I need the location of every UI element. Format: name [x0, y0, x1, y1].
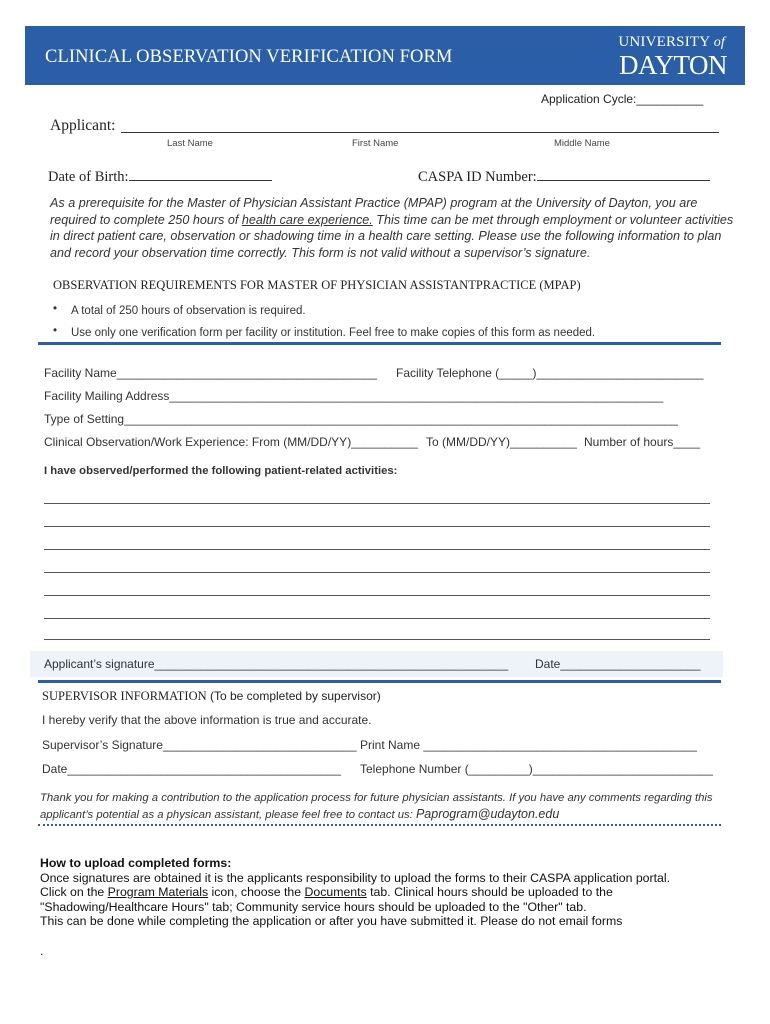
bullet-icon: •	[53, 325, 58, 337]
number-of-hours-field[interactable]: Number of hours____	[584, 435, 701, 449]
experience-to-field[interactable]: To (MM/DD/YY)__________	[426, 435, 577, 449]
applicant-label: Applicant:	[50, 117, 116, 134]
facility-telephone-field[interactable]: Facility Telephone (_____)_________________________	[396, 366, 704, 380]
upload-instructions-title: How to upload completed forms:	[40, 856, 232, 870]
activity-line[interactable]	[44, 503, 710, 504]
form-header	[25, 26, 745, 85]
thank-you-note: Thank you for making a contribution to the application process for future physician assistants. If you have any comments regarding this applicant’s potential as a physican assistant, please feel free to contact us: Paprogram@udayton.edu	[40, 792, 713, 821]
date-of-birth-field[interactable]: Date of Birth:	[48, 169, 272, 186]
verification-statement: I hereby verify that the above information is true and accurate.	[42, 713, 372, 727]
activity-line[interactable]	[44, 572, 710, 573]
activity-line[interactable]	[44, 526, 710, 527]
supervisor-date-field[interactable]: Date_________________________________________	[42, 762, 341, 776]
activity-line[interactable]	[44, 549, 710, 550]
first-name-caption: First Name	[352, 138, 399, 149]
university-logo: UNIVERSITY of DAYTON	[618, 34, 727, 80]
intro-paragraph: As a prerequisite for the Master of Physician Assistant Practice (MPAP) program at the University of Dayton, you are required to complete 250 hours of health care experience. This time can be met through employment or volunteer activities in direct patient care, observation or shadowing time in a health care setting. Please use the following information to plan and record your observation time correctly. This form is not valid without a supervisor’s signature.	[50, 196, 734, 260]
documents-text: Documents	[304, 885, 367, 900]
applicant-signature-date-field[interactable]: Date_____________________	[535, 657, 701, 671]
type-of-setting-field[interactable]: Type of Setting___________________________________________________________________________________	[44, 412, 678, 426]
contact-email[interactable]: Paprogram@udayton.edu	[415, 807, 560, 821]
bullet-icon: •	[53, 303, 58, 315]
caspa-id-field[interactable]: CASPA ID Number:	[418, 169, 710, 186]
activity-line[interactable]	[44, 639, 710, 640]
print-name-field[interactable]: Print Name _________________________________________	[360, 738, 697, 752]
last-name-caption: Last Name	[167, 138, 213, 149]
facility-mailing-address-field[interactable]: Facility Mailing Address__________________________________________________________________________	[44, 389, 664, 403]
supervisor-signature-field[interactable]: Supervisor’s Signature_____________________________	[42, 738, 357, 752]
applicant-name-line[interactable]	[121, 132, 719, 133]
activity-line[interactable]	[44, 618, 710, 619]
dotted-divider	[38, 824, 721, 826]
supervisor-heading: SUPERVISOR INFORMATION (To be completed by supervisor)	[42, 689, 381, 703]
health-care-experience-text: health care experience.	[241, 212, 373, 227]
section-divider	[38, 680, 721, 683]
experience-from-field[interactable]: Clinical Observation/Work Experience: From (MM/DD/YY)__________	[44, 435, 418, 449]
middle-name-caption: Middle Name	[554, 138, 610, 149]
requirements-title: OBSERVATION REQUIREMENTS FOR MASTER OF PHYSICIAN ASSISTANTPRACTICE (MPAP)	[53, 278, 581, 292]
applicant-signature-field[interactable]: Applicant’s signature_____________________________________________________	[44, 657, 509, 671]
facility-name-field[interactable]: Facility Name_______________________________________	[44, 366, 377, 380]
activity-line[interactable]	[44, 595, 710, 596]
requirement-item: A total of 250 hours of observation is required.	[71, 305, 306, 317]
application-cycle-field[interactable]: Application Cycle:__________	[541, 92, 704, 106]
requirement-item: Use only one verification form per facility or institution. Feel free to make copies of this form as needed.	[71, 327, 596, 339]
activities-label: I have observed/performed the following patient-related activities:	[44, 465, 398, 477]
supervisor-telephone-field[interactable]: Telephone Number (_________)___________________________	[360, 762, 713, 776]
form-title: CLINICAL OBSERVATION VERIFICATION FORM	[45, 47, 453, 67]
section-divider	[38, 342, 721, 345]
program-materials-text: Program Materials	[107, 885, 209, 900]
upload-instructions: How to upload completed forms: Once signatures are obtained it is the applicants responsibility to upload the forms to their CASPA application portal. Click on the Program Materials icon, choose the Documents tab. Clinical hours should be uploaded to the "Shadowing/Healthcare Hours" tab; Community service hours should be uploaded to the "Other" tab. This can be done while completing the application or after you have submitted it. Please do not email forms .	[40, 856, 740, 959]
